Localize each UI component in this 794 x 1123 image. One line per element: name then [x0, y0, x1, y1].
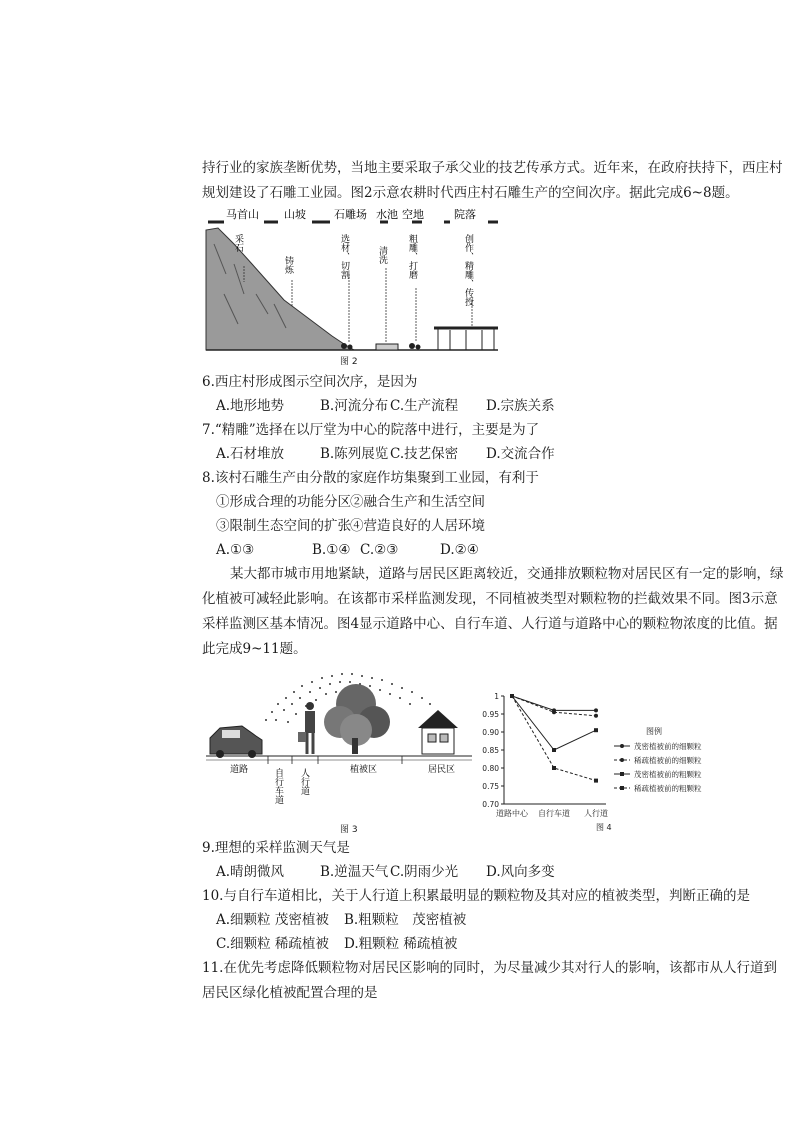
- figure-4-chart: [478, 686, 732, 834]
- passage2-line-4: 此完成9~11题。: [202, 641, 307, 657]
- q9-option-d[interactable]: D.风向多变: [486, 864, 555, 880]
- figure-3: [206, 664, 472, 814]
- passage2-line-2: 化植被可减轻此影响。在该都市采样监测发现，不同植被类型对颗粒物的拦截效果不同。图3示意: [202, 591, 778, 607]
- series-point: [552, 748, 556, 752]
- q6-option-a[interactable]: A.地形地势: [216, 398, 285, 414]
- legend-marker: [620, 744, 624, 748]
- q8-option-d[interactable]: D.②④: [440, 542, 479, 558]
- fig2-caption: 图 2: [340, 357, 358, 367]
- mountain-slope: [206, 228, 354, 350]
- fig2-label-5: 粗雕、打磨: [407, 234, 417, 279]
- legend-label: 茂密植被前的粗颗粒: [634, 770, 702, 779]
- water-pool: [376, 344, 398, 350]
- pedestrian-icon: [298, 702, 315, 754]
- legend-marker: [620, 758, 624, 762]
- q7-option-d[interactable]: D.交流合作: [486, 446, 555, 462]
- y-tick-label: 1: [494, 692, 499, 701]
- fig2-label-6: 创作、精雕、传授: [463, 234, 473, 306]
- passage2-line-1: 某大都市城市用地紧缺，道路与居民区距离较近，交通排放颗粒物对居民区有一定的影响，绿: [230, 566, 784, 582]
- q6-option-b[interactable]: B.河流分布: [320, 398, 389, 414]
- fig2-label-4: 清洗: [377, 246, 387, 264]
- series-point: [552, 710, 556, 714]
- q10-option-a[interactable]: A.细颗粒 茂密植被: [216, 912, 329, 928]
- y-tick-label: 0.95: [482, 710, 499, 719]
- fig4-caption: 图 4: [596, 823, 612, 832]
- fig3-label-res: 居民区: [428, 765, 456, 775]
- x-tick-label: 道路中心: [496, 809, 528, 818]
- q10-stem: 10.与自行车道相比，关于人行道上积累最明显的颗粒物及其对应的植被类型，判断正确的是: [202, 888, 750, 904]
- legend-label: 稀疏植被前的粗颗粒: [634, 784, 702, 793]
- q8-option-b[interactable]: B.①④: [312, 542, 351, 558]
- intro-line-2: 规划建设了石雕工业园。图2示意农耕时代西庄村石雕生产的空间次序。据此完成6~8题。: [202, 185, 739, 201]
- courtyard-house: [434, 328, 498, 350]
- series-point: [510, 694, 514, 698]
- q6-stem: 6.西庄村形成图示空间次序，是因为: [202, 374, 418, 390]
- fig2-label-3: 选材、切割: [339, 234, 349, 279]
- y-tick-label: 0.85: [482, 746, 499, 755]
- q10-option-c[interactable]: C.细颗粒 稀疏植被: [216, 936, 329, 952]
- series-point: [594, 714, 598, 718]
- x-tick-label: 人行道: [584, 809, 608, 818]
- fig3-label-walk: 人行道: [299, 768, 309, 795]
- q10-option-b[interactable]: B.粗颗粒 茂密植被: [344, 912, 467, 928]
- q8-stem: 8.该村石雕生产由分散的家庭作坊集聚到工业园，有利于: [202, 470, 539, 486]
- q7-option-a[interactable]: A.石材堆放: [216, 446, 285, 462]
- q6-option-c[interactable]: C.生产流程: [390, 398, 459, 414]
- zone-label-2: 山坡: [284, 208, 306, 221]
- fig2-label-1: 采石: [233, 234, 243, 252]
- q11-line-2: 居民区绿化植被配置合理的是: [202, 985, 378, 1001]
- tree-icon: [324, 684, 390, 754]
- series-point: [594, 728, 598, 732]
- series-point: [594, 779, 598, 783]
- q6-option-d[interactable]: D.宗族关系: [486, 398, 555, 414]
- series-line-3: [512, 696, 596, 750]
- car-icon: [210, 726, 262, 758]
- q9-option-c[interactable]: C.阴雨少光: [390, 864, 459, 880]
- y-tick-label: 0.75: [482, 782, 499, 791]
- zone-label-6: 院落: [454, 208, 476, 221]
- intro-line-1: 持行业的家族垄断优势，当地主要采取子承父业的技艺传承方式。近年来，在政府扶持下，西庄村: [202, 160, 783, 176]
- q9-stem: 9.理想的采样监测天气是: [202, 840, 350, 856]
- q8-option-c[interactable]: C.②③: [360, 542, 399, 558]
- passage2-line-3: 采样监测区基本情况。图4显示道路中心、自行车道、人行道与道路中心的颗粒物浓度的比值。据: [202, 616, 778, 632]
- q10-option-d[interactable]: D.粗颗粒 稀疏植被: [344, 936, 458, 952]
- q11-line-1: 11.在优先考虑降低颗粒物对居民区影响的同时，为尽量减少其对行人的影响，该都市从人行道到: [202, 960, 777, 976]
- q9-option-b[interactable]: B.逆温天气: [320, 864, 389, 880]
- fig3-label-veg: 植被区: [350, 765, 378, 775]
- legend-label: 稀疏植被前的细颗粒: [634, 756, 702, 765]
- legend-label: 茂密植被前的细颗粒: [634, 742, 702, 751]
- fig2-label-2: 铸炼: [283, 256, 293, 274]
- fig3-label-bike: 自行车道: [273, 768, 283, 804]
- q8-statement-4: ④营造良好的人居环境: [350, 518, 485, 534]
- y-tick-label: 0.80: [482, 764, 499, 773]
- series-line-1: [512, 696, 596, 710]
- q8-statement-1: ①形成合理的功能分区: [216, 494, 351, 510]
- q8-statement-3: ③限制生态空间的扩张: [216, 518, 351, 534]
- q7-option-c[interactable]: C.技艺保密: [390, 446, 459, 462]
- figure-2: [204, 204, 500, 366]
- y-tick-label: 0.70: [482, 800, 499, 809]
- q7-option-b[interactable]: B.陈列展览: [320, 446, 389, 462]
- zone-label-4: 水池: [376, 208, 398, 221]
- x-tick-label: 自行车道: [538, 809, 570, 818]
- zone-label-3: 石雕场: [334, 208, 367, 221]
- q7-stem: 7.“精雕”选择在以厅堂为中心的院落中进行，主要是为了: [202, 422, 540, 438]
- y-tick-label: 0.90: [482, 728, 499, 737]
- series-point: [552, 766, 556, 770]
- q8-option-a[interactable]: A.①③: [216, 542, 255, 558]
- zone-label-1: 马首山: [226, 208, 259, 221]
- zone-label-5: 空地: [402, 208, 424, 221]
- legend-marker: [620, 786, 624, 790]
- fig3-label-road: 道路: [230, 765, 249, 775]
- q9-option-a[interactable]: A.晴朗微风: [216, 864, 285, 880]
- series-point: [594, 708, 598, 712]
- legend-title: 图例: [646, 727, 662, 736]
- fig3-caption: 图 3: [340, 825, 358, 835]
- house-icon: [418, 710, 458, 754]
- q8-statement-2: ②融合生产和生活空间: [350, 494, 485, 510]
- legend-marker: [620, 772, 624, 776]
